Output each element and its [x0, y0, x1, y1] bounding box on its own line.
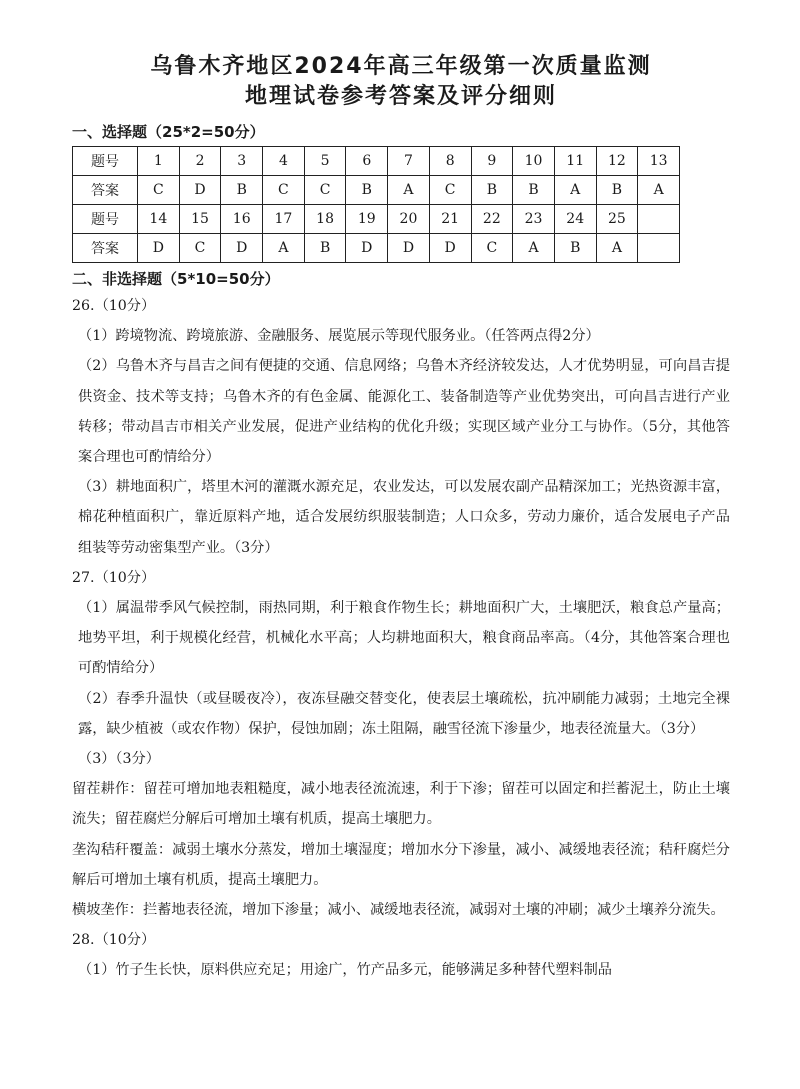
answer-table [72, 146, 680, 263]
table-cell: B [304, 234, 346, 263]
table-cell: 14 [138, 205, 180, 234]
answer-paragraph: 横坡垄作：拦蓄地表径流，增加下渗量；减小、减缓地表径流，减弱对土壤的冲刷；减少土壤养分流失。 [72, 902, 725, 919]
table-cell: 9 [471, 147, 513, 176]
table-cell: 11 [554, 147, 596, 176]
table-cell: D [388, 234, 430, 263]
table-cell: D [138, 234, 180, 263]
question-heading: 27.（10分） [72, 569, 156, 586]
table-cell: D [221, 234, 263, 263]
table-cell: B [346, 176, 388, 205]
table-cell: 18 [304, 205, 346, 234]
table-cell: 题号 [73, 147, 138, 176]
table-cell: 1 [138, 147, 180, 176]
table-cell: A [638, 176, 680, 205]
table-cell: 3 [221, 147, 263, 176]
table-cell: B [221, 176, 263, 205]
answer-paragraph: 留茬耕作：留茬可增加地表粗糙度，减小地表径流流速，利于下渗；留茬可以固定和拦蓄泥土，防止土壤流失；留茬腐烂分解后可增加土壤有机质，提高土壤肥力。 [72, 781, 730, 828]
answer-paragraph: （2）春季升温快（或昼暖夜冷），夜冻昼融交替变化，使表层土壤疏松，抗冲刷能力减弱；土地完全裸露，缺少植被（或农作物）保护，侵蚀加剧；冻土阻隔，融雪径流下渗量少，地表径流量大。（3分） [78, 690, 730, 737]
table-cell: 2 [179, 147, 221, 176]
table-cell: C [304, 176, 346, 205]
table-cell: 10 [513, 147, 555, 176]
answer-paragraph: 垄沟秸秆覆盖：减弱土壤水分蒸发，增加土壤湿度；增加水分下渗量，减小、减缓地表径流；秸秆腐烂分解后可增加土壤有机质，提高土壤肥力。 [72, 841, 730, 888]
table-cell: C [471, 234, 513, 263]
table-cell: 答案 [73, 234, 138, 263]
title-line-2: 地理试卷参考答案及评分细则 [244, 84, 557, 109]
table-row [73, 205, 680, 234]
table-cell: C [138, 176, 180, 205]
table-cell: 5 [304, 147, 346, 176]
answer-paragraph: （1）属温带季风气候控制，雨热同期，利于粮食作物生长；耕地面积广大，土壤肥沃，粮食总产量高；地势平坦，利于规模化经营，机械化水平高；人均耕地面积大，粮食商品率高。（4分，其他答案合理也可酌情给分） [78, 600, 730, 677]
table-cell: A [554, 176, 596, 205]
table-cell: 17 [263, 205, 305, 234]
table-cell: B [554, 234, 596, 263]
title-line-1: 乌鲁木齐地区2024年高三年级第一次质量监测 [150, 54, 652, 79]
table-cell: 6 [346, 147, 388, 176]
table-cell: 22 [471, 205, 513, 234]
table-cell: B [513, 176, 555, 205]
table-cell: D [429, 234, 471, 263]
table-cell: C [179, 234, 221, 263]
table-cell: 12 [596, 147, 638, 176]
table-cell: 24 [554, 205, 596, 234]
table-cell: 题号 [73, 205, 138, 234]
table-cell: D [346, 234, 388, 263]
table-cell: A [263, 234, 305, 263]
table-cell [638, 205, 680, 234]
section-nonchoice-heading: 二、非选择题（5*10=50分） [72, 270, 280, 288]
question-heading: 28.（10分） [72, 932, 156, 949]
section-choice-heading: 一、选择题（25*2=50分） [72, 123, 265, 141]
table-cell: A [596, 234, 638, 263]
table-row [73, 176, 680, 205]
table-cell: 25 [596, 205, 638, 234]
table-cell: B [596, 176, 638, 205]
table-cell: A [388, 176, 430, 205]
table-cell: 21 [429, 205, 471, 234]
table-row [73, 234, 680, 263]
table-cell: 13 [638, 147, 680, 176]
table-cell: 16 [221, 205, 263, 234]
answer-paragraph: （3）耕地面积广，塔里木河的灌溉水源充足，农业发达，可以发展农副产品精深加工；光热资源丰富，棉花种植面积广，靠近原料产地，适合发展纺织服装制造；人口众多，劳动力廉价，适合发展电子产品组装等劳动密集型产业。（3分） [78, 479, 730, 556]
table-cell: C [263, 176, 305, 205]
table-cell [638, 234, 680, 263]
table-cell: 答案 [73, 176, 138, 205]
table-cell: C [429, 176, 471, 205]
answer-paragraph: （1）竹子生长快，原料供应充足；用途广，竹产品多元，能够满足多种替代塑料制品 [78, 962, 612, 979]
table-row [73, 147, 680, 176]
table-cell: 15 [179, 205, 221, 234]
table-cell: 8 [429, 147, 471, 176]
table-cell: 4 [263, 147, 305, 176]
table-cell: 23 [513, 205, 555, 234]
question-heading: 26.（10分） [72, 298, 156, 314]
answer-paragraph: （2）乌鲁木齐与昌吉之间有便捷的交通、信息网络；乌鲁木齐经济较发达，人才优势明显，可向昌吉提供资金、技术等支持；乌鲁木齐的有色金属、能源化工、装备制造等产业优势突出，可向昌吉进行产业转移；带动昌吉市相关产业发展，促进产业结构的优化升级；实现区域产业分工与协作。（5分，其他答案合理也可酌情给分） [78, 358, 730, 466]
table-cell: D [179, 176, 221, 205]
answer-paragraph: （3）（3分） [78, 751, 160, 768]
table-cell: 7 [388, 147, 430, 176]
table-cell: 20 [388, 205, 430, 234]
table-cell: A [513, 234, 555, 263]
table-cell: 19 [346, 205, 388, 234]
answer-paragraph: （1）跨境物流、跨境旅游、金融服务、展览展示等现代服务业。（任答两点得2分） [78, 328, 600, 345]
table-cell: B [471, 176, 513, 205]
